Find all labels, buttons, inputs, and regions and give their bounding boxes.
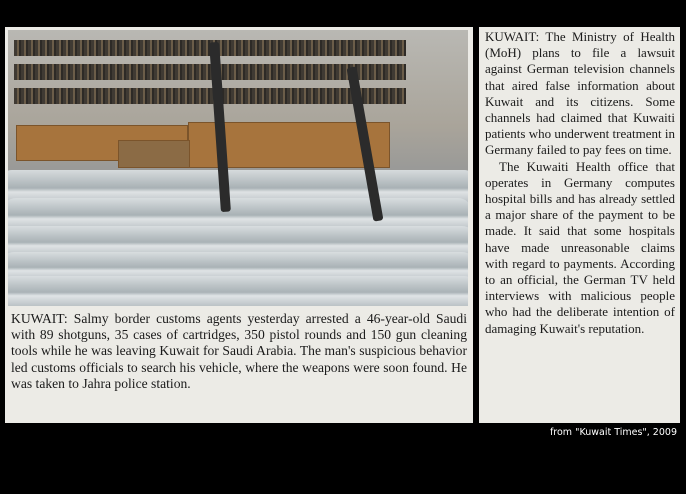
article-news-clipping [479,27,680,423]
source-credit: from "Kuwait Times", 2009 [549,427,677,438]
photo-news-clipping [5,27,473,423]
article-paragraph: The Kuwaiti Health office that operates in Germany computes hospital bills and has already settled a major share of the payment to be made. It said that some hospitals have made unreasonable claims with regard to payments. According to an official, the German TV held interviews with malicious people who had the deliberate intention of damaging Kuwait's reputation. [485,158,675,336]
photo-caption: KUWAIT: Salmy border customs agents yesterday arrested a 46-year-old Saudi with 89 shotguns, 35 cases of cartridges, 350 pistol rounds and 150 gun cleaning tools while he was leaving Kuwait for Saudi Arabia. The man's suspicious behavior led customs officials to search his vehicle, where the weapons were soon found. He was taken to Jahra police station. [11,311,467,391]
cartridge-shelf [14,88,406,104]
article-text [485,29,675,337]
article-paragraph: KUWAIT: The Ministry of Health (MoH) plans to file a lawsuit against German television channels that aired false information about Kuwait and its citizens. Some channels had claimed that Kuwaiti patients who underwent treatment in Germany failed to pay fees on time. [485,29,675,158]
ammo-box [118,140,190,168]
seized-weapons-photo [8,30,468,306]
shotgun-bundle [8,276,468,306]
